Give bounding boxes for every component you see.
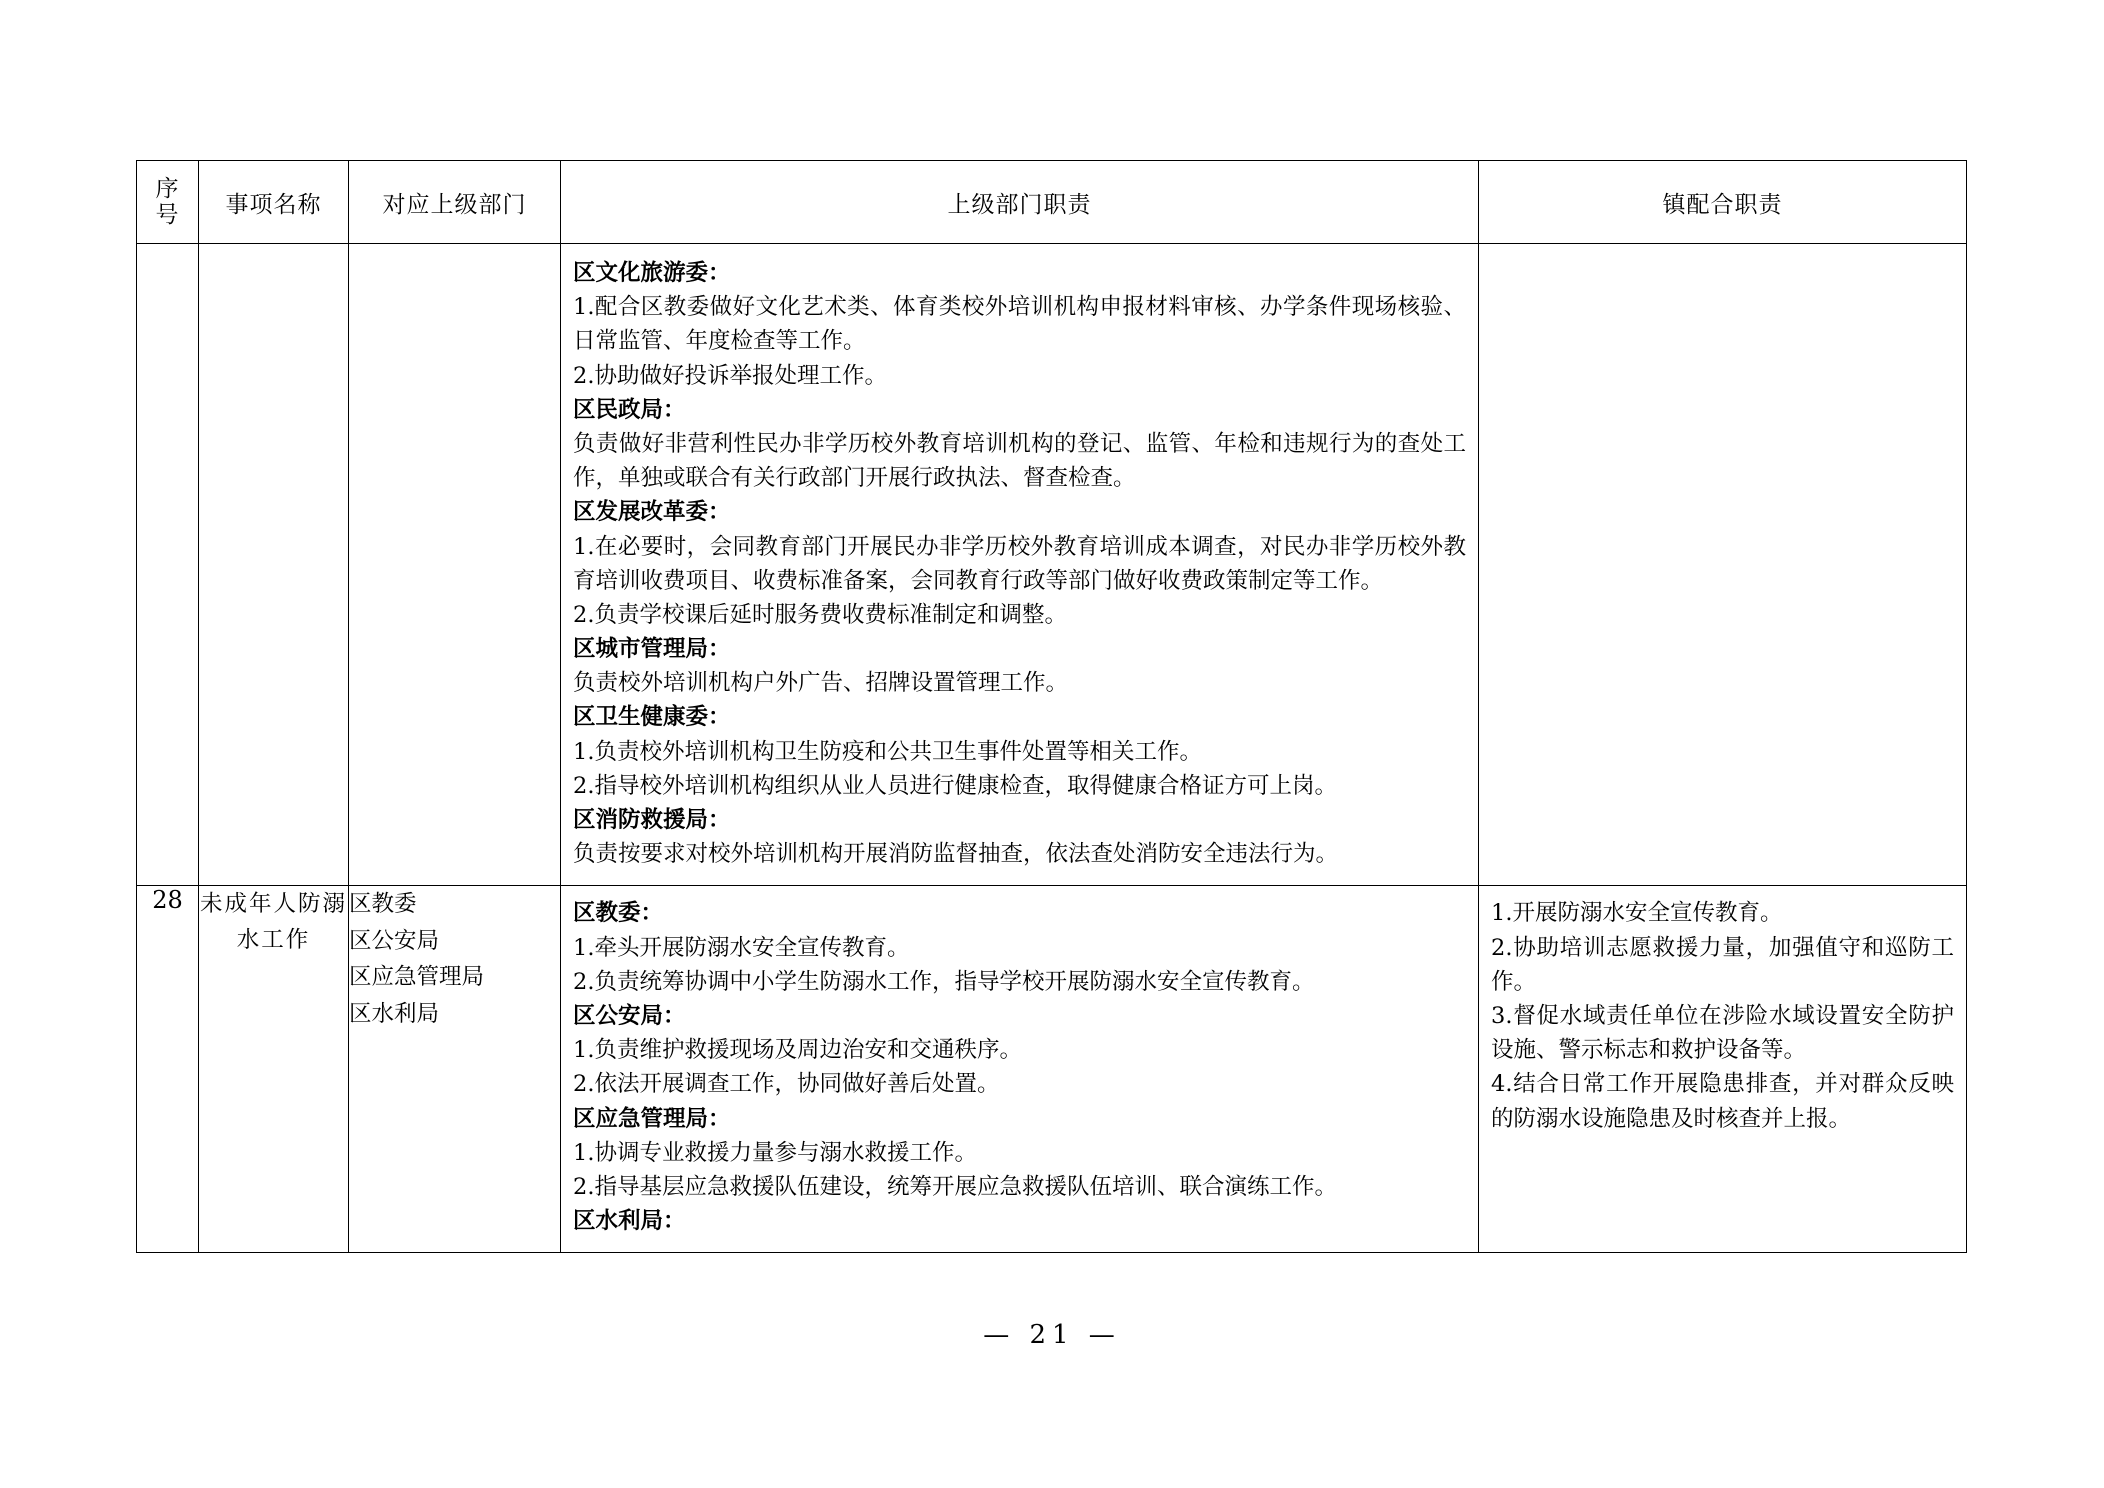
duty-block-line: 负责做好非营利性民办非学历校外教育培训机构的登记、监管、年检和违规行为的查处工作，单独或联合有关行政部门开展行政执法、督查检查。 [573, 430, 1466, 492]
row-upper-duty [561, 244, 1479, 886]
duty-block-line: 负责按要求对校外培训机构开展消防监督抽查，依法查处消防安全违法行为。 [573, 841, 1339, 868]
duty-block-line: 1.负责维护救援现场及周边治安和交通秩序。 [573, 1037, 1022, 1064]
header-town-duty: 镇配合职责 [1479, 161, 1967, 244]
row-upper-dept [349, 244, 561, 886]
page-number: — 21 — [983, 1320, 1121, 1350]
duty-block-line: 2.指导校外培训机构组织从业人员进行健康检查，取得健康合格证方可上岗。 [573, 772, 1337, 799]
table-header-row [137, 161, 1967, 244]
duty-block-line: 2.负责学校课后延时服务费收费标准制定和调整。 [573, 601, 1067, 628]
duty-block-line: 2.负责统筹协调中小学生防溺水工作，指导学校开展防溺水安全宣传教育。 [573, 968, 1315, 995]
duty-block-line: 1.负责校外培训机构卫生防疫和公共卫生事件处置等相关工作。 [573, 738, 1202, 765]
duty-block-line: 2.协助做好投诉举报处理工作。 [573, 362, 887, 389]
responsibility-table [136, 160, 1967, 1253]
row-item-name [199, 244, 349, 886]
table-row [137, 886, 1967, 1253]
duty-block-title: 区卫生健康委： [573, 704, 731, 731]
row-upper-duty [561, 886, 1479, 1253]
header-upper-duty: 上级部门职责 [561, 161, 1479, 244]
upper-dept-list-1 [349, 886, 560, 1032]
duty-block-line: 1.在必要时，会同教育部门开展民办非学历校外教育培训成本调查，对民办非学历校外教育培训收费项目、收费标准备案，会同教育行政等部门做好收费政策制定等工作。 [573, 533, 1466, 594]
duty-block-line: 2.指导基层应急救援队伍建设，统筹开展应急救援队伍培训、联合演练工作。 [573, 1173, 1337, 1200]
upper-dept-item: 区水利局 [349, 1000, 440, 1027]
town-duty-line: 1.开展防溺水安全宣传教育。 [1491, 900, 1783, 927]
duty-block-title: 区民政局： [573, 396, 686, 423]
upper-dept-item: 区公安局 [349, 927, 440, 954]
upper-dept-item: 区教委 [349, 891, 417, 918]
row-item-name: 未成年人防溺水工作 [199, 886, 349, 1253]
header-seq [137, 161, 199, 244]
duty-block-title: 区消防救援局： [573, 807, 731, 833]
table-row [137, 244, 1967, 886]
duty-block-title: 区发展改革委： [573, 499, 731, 526]
row-town-duty [1479, 886, 1967, 1253]
duty-block-line: 2.依法开展调查工作，协同做好善后处置。 [573, 1071, 1000, 1098]
row-seq: 28 [137, 886, 199, 1253]
duty-block-line: 1.牵头开展防溺水安全宣传教育。 [573, 934, 910, 961]
duty-block-line: 1.配合区教委做好文化艺术类、体育类校外培训机构申报材料审核、办学条件现场核验、日常监管、年度检查等工作。 [573, 294, 1466, 355]
duty-block-title: 区文化旅游委： [573, 260, 731, 286]
duty-block-title: 区教委： [573, 900, 664, 927]
duty-block-line: 1.协调专业救援力量参与溺水救援工作。 [573, 1139, 977, 1166]
row-seq [137, 244, 199, 886]
header-upper-dept: 对应上级部门 [349, 161, 561, 244]
duty-block-title: 区城市管理局： [573, 636, 731, 663]
header-item-name: 事项名称 [199, 161, 349, 244]
town-duty-content-1 [1479, 886, 1966, 1149]
header-seq-line1: 序 [155, 175, 180, 202]
upper-dept-item: 区应急管理局 [349, 964, 485, 991]
town-duty-line: 2.协助培训志愿救援力量，加强值守和巡防工作。 [1491, 934, 1954, 995]
upper-duty-content-0 [561, 244, 1478, 885]
town-duty-line: 4.结合日常工作开展隐患排查，并对群众反映的防溺水设施隐患及时核查并上报。 [1491, 1071, 1954, 1132]
row-town-duty [1479, 244, 1967, 886]
duty-block-title: 区应急管理局： [573, 1105, 731, 1132]
duty-block-title: 区水利局： [573, 1208, 686, 1235]
town-duty-line: 3.督促水域责任单位在涉险水域设置安全防护设施、警示标志和救护设备等。 [1491, 1002, 1954, 1064]
row-upper-dept [349, 886, 561, 1253]
upper-duty-content-1 [561, 886, 1478, 1252]
duty-block-line: 负责校外培训机构户外广告、招牌设置管理工作。 [573, 670, 1069, 697]
town-duty-content-0 [1479, 244, 1966, 270]
header-seq-line2: 号 [155, 202, 180, 228]
duty-block-title: 区公安局： [573, 1002, 686, 1029]
